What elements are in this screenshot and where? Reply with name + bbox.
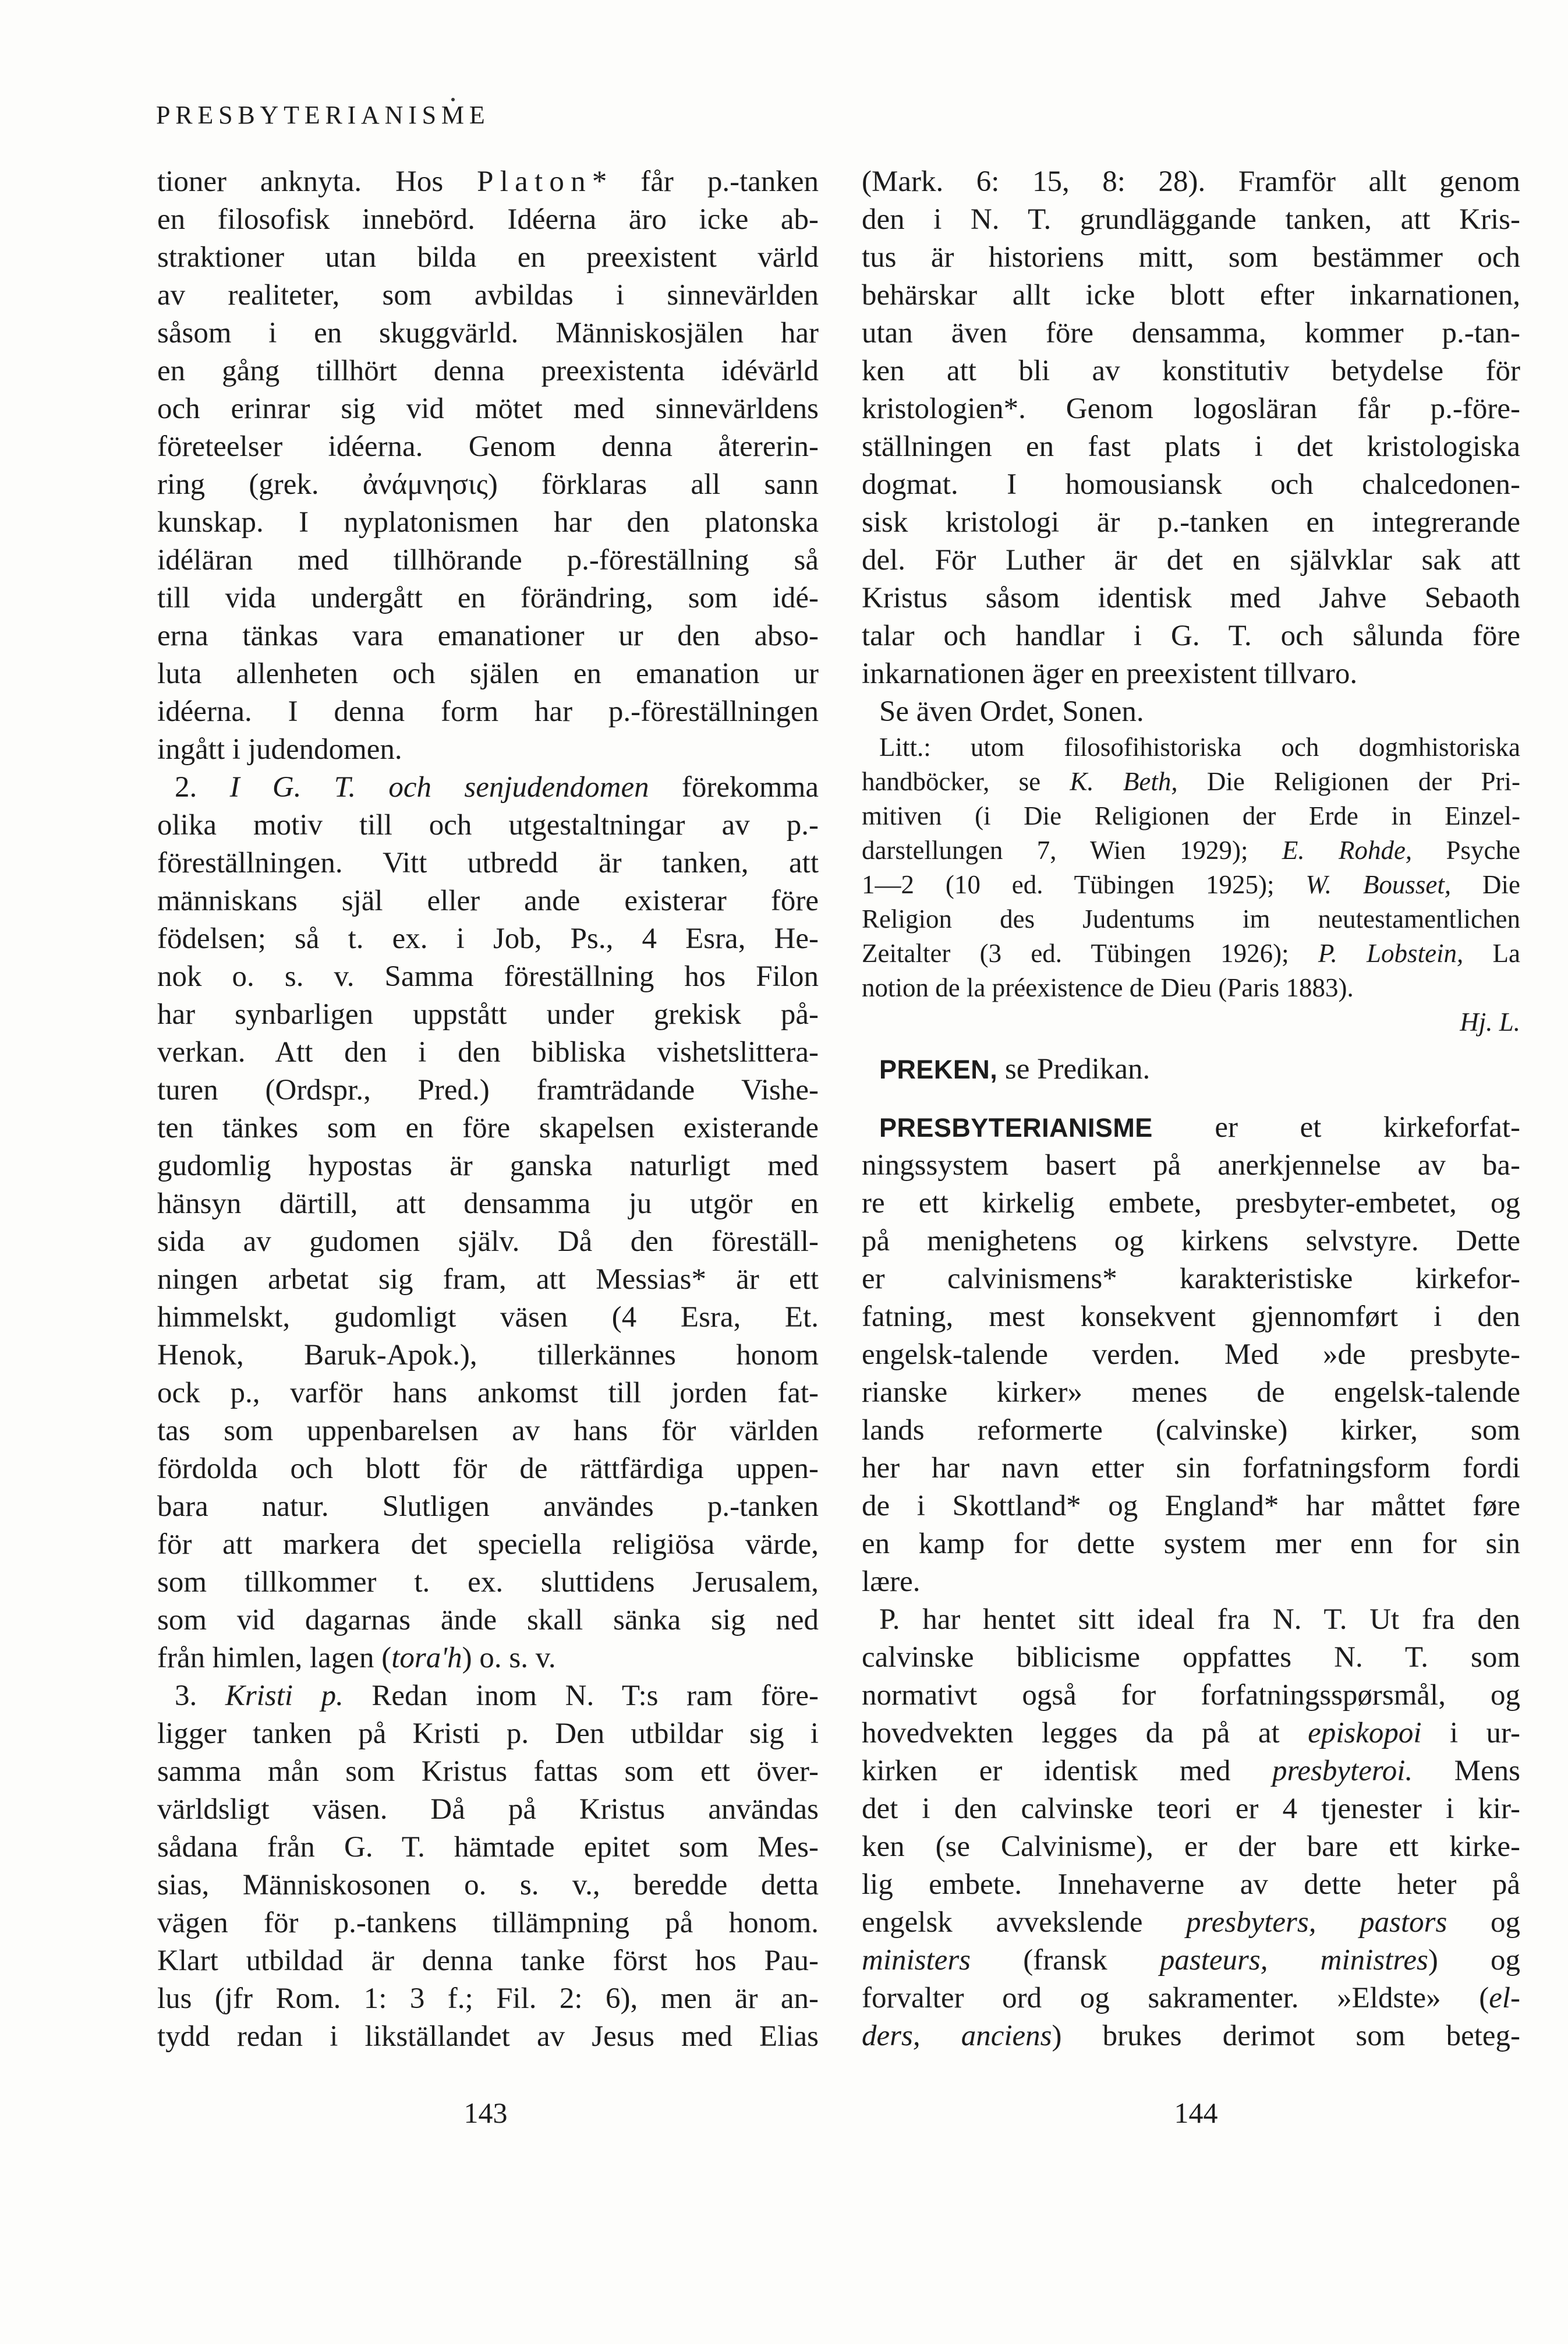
text-line: Litt.: utom filosofihistoriska och dogmhistoriska	[879, 733, 1520, 762]
text-line: föreställningen. Vitt utbredd är tanken, att	[157, 847, 819, 879]
text-run: 1—2 (10 ed. Tübingen 1925);	[862, 870, 1306, 899]
text-line: hänsyn därtill, att densamma ju utgör en	[157, 1187, 819, 1220]
italic-run: ders, anciens	[862, 2020, 1052, 2052]
text-line: erna tänkas vara emanationer ur den abso-	[157, 620, 819, 652]
italic-run: presbyters, pastors	[1186, 1906, 1447, 1939]
text-line: kristologien*. Genom logosläran får p.-före-	[862, 393, 1520, 425]
text-line	[862, 2017, 1520, 2055]
text-line: straktioner utan bilda en preexistent värld	[157, 241, 819, 274]
text-line: världsligt väsen. Då på Kristus användas	[157, 1793, 819, 1826]
running-head: PRESBYTERIANISME	[156, 101, 490, 129]
headword: PREKEN,	[879, 1055, 998, 1084]
text-run: Mens	[1413, 1755, 1520, 1787]
text-run: förekomma	[649, 771, 819, 804]
text-line: gudomlig hypostas är ganska naturligt med	[157, 1150, 819, 1182]
text-line: bara natur. Slutligen användes p.-tanken	[157, 1490, 819, 1523]
text-line: tydd redan i likställandet av Jesus med Elias	[157, 2020, 819, 2053]
text-run: engelsk avvekslende	[862, 1906, 1187, 1939]
italic-run: presbyteroi.	[1272, 1755, 1413, 1787]
right-column-continuation	[862, 163, 1520, 731]
text-line: Se även Ordet, Sonen.	[879, 695, 1144, 728]
text-line: en gång tillhört denna preexistenta idévärld	[157, 355, 819, 387]
text-line: ring (grek. ἀνάμνησις) förklaras all sann	[157, 468, 819, 501]
text-line: re ett kirkelig embete, presbyter-embetet, og	[862, 1187, 1520, 1219]
italic-run: W. Bousset,	[1305, 870, 1452, 899]
text-line: rianske kirker» menes de engelsk-talende	[862, 1376, 1520, 1409]
text-run: Zeitalter (3 ed. Tübingen 1926);	[862, 939, 1318, 968]
text-line	[862, 1942, 1520, 1979]
text-line: P. har hentet sitt ideal fra N. T. Ut fra den	[879, 1603, 1520, 1636]
text-line: luta allenheten och själen en emanation ur	[157, 657, 819, 690]
text-line: inkarnationen äger en preexistent tillvaro.	[862, 657, 1358, 690]
text-line: ningen arbetat sig fram, att Messias* är ett	[157, 1263, 819, 1296]
text-line	[862, 1752, 1520, 1790]
text-run: se Predikan.	[997, 1053, 1151, 1086]
paragraph	[862, 730, 1520, 1005]
text-line: lære.	[862, 1565, 921, 1598]
text-run: kirken er identisk med	[862, 1755, 1272, 1787]
text-run: 3.	[175, 1680, 225, 1712]
text-run: darstellungen 7, Wien 1929);	[862, 836, 1282, 865]
text-line: sådana från G. T. hämtade epitet som Mes-	[157, 1831, 819, 1864]
text-line: som tillkommer t. ex. sluttidens Jerusalem,	[157, 1566, 819, 1599]
text-line	[862, 833, 1520, 868]
text-line	[862, 1109, 1520, 1147]
text-line: ken (se Calvinisme), er der bare ett kirke-	[862, 1830, 1520, 1863]
spaced-name: Platon	[477, 165, 592, 198]
text-line: sias, Människosonen o. s. v., beredde detta	[157, 1869, 819, 1901]
text-line: verkan. Att den i den bibliska vishetslittera-	[157, 1036, 819, 1069]
author-signature: Hj. L.	[1460, 1007, 1520, 1037]
text-run: (fransk	[971, 1944, 1160, 1977]
text-run: La	[1463, 939, 1520, 968]
text-run: hovedvekten legges da på at	[862, 1717, 1308, 1749]
text-line: den i N. T. grundläggande tanken, att Kris-	[862, 203, 1520, 236]
text-line: behärskar allt icke blott efter inkarnationen,	[862, 279, 1520, 312]
text-line	[862, 1714, 1520, 1752]
text-run: * får p.-tanken	[592, 165, 819, 198]
italic-run: el-	[1489, 1982, 1520, 2014]
cross-reference-entry	[862, 1051, 1520, 1088]
literature-references	[862, 730, 1520, 1005]
text-line	[157, 1639, 819, 1677]
text-line: människans själ eller ande existerar före	[157, 885, 819, 917]
text-line: calvinske biblicisme oppfattes N. T. som	[862, 1641, 1520, 1674]
text-line: det i den calvinske teori er 4 tjenester i kir-	[862, 1793, 1520, 1825]
text-line: kunskap. I nyplatonismen har den platonska	[157, 506, 819, 539]
text-line: notion de la préexistence de Dieu (Paris 1883).	[862, 973, 1354, 1002]
headword: PRESBYTERIANISME	[879, 1113, 1153, 1143]
text-line: lands reformerte (calvinske) kirker, som	[862, 1414, 1520, 1447]
text-line: tas som uppenbarelsen av hans för världen	[157, 1415, 819, 1447]
italic-run: episkopoi	[1308, 1717, 1422, 1749]
text-run: 2.	[175, 771, 230, 804]
text-run: Redan inom N. T:s ram före-	[343, 1680, 819, 1712]
text-run: tioner anknyta. Hos	[157, 165, 477, 198]
text-line: nok o. s. v. Samma föreställning hos Filon	[157, 960, 819, 993]
paragraph	[157, 769, 819, 1677]
text-line: idéerna. I denna form har p.-föreställningen	[157, 695, 819, 728]
text-line	[862, 1904, 1520, 1942]
page-number-right: 144	[1174, 2096, 1218, 2129]
text-line	[862, 1979, 1520, 2017]
text-line: ningssystem basert på anerkjennelse av ba-	[862, 1149, 1520, 1182]
text-line	[157, 163, 819, 201]
text-line: lus (jfr Rom. 1: 3 f.; Fil. 2: 6), men är an-	[157, 1982, 819, 2015]
text-line: talar och handlar i G. T. och sålunda före	[862, 620, 1520, 652]
text-run: Die	[1451, 870, 1520, 899]
text-run: og	[1447, 1906, 1520, 1939]
text-line: på menighetens og kirkens selvstyre. Dette	[862, 1225, 1520, 1257]
text-line: ingått i judendomen.	[157, 733, 402, 766]
text-line: till vida undergått en förändring, som idé-	[157, 582, 819, 614]
text-line: sisk kristologi är p.-tanken en integrerande	[862, 506, 1520, 539]
page-number-left: 143	[463, 2096, 508, 2129]
text-line: himmelskt, gudomligt väsen (4 Esra, Et.	[157, 1301, 819, 1334]
paragraph	[862, 1109, 1520, 1601]
italic-run: Kristi p.	[225, 1680, 344, 1712]
text-line: samma mån som Kristus fattas som ett över-	[157, 1755, 819, 1788]
text-line: ock p., varför hans ankomst till jorden fat-	[157, 1377, 819, 1409]
italic-run: K. Beth,	[1070, 767, 1178, 796]
text-line: ligger tanken på Kristi p. Den utbildar sig i	[157, 1717, 819, 1750]
text-line: Kristus såsom identisk med Jahve Sebaoth	[862, 582, 1520, 614]
text-line	[862, 868, 1520, 902]
text-run: Psyche	[1412, 836, 1520, 865]
paragraph	[157, 1677, 819, 2056]
italic-run: P. Lobstein,	[1318, 939, 1464, 968]
text-line: tus är historiens mitt, som bestämmer och	[862, 241, 1520, 274]
dictionary-entry-presbyterianisme	[862, 1109, 1520, 2055]
text-line: Klart utbildad är denna tanke först hos Pau-	[157, 1945, 819, 1977]
text-line: en filosofisk innebörd. Idéerna äro icke ab-	[157, 203, 819, 236]
text-run: er et kirkeforfat-	[1152, 1111, 1520, 1144]
text-line: dogmat. I homousiansk och chalcedonen-	[862, 468, 1520, 501]
text-run: handböcker, se	[862, 767, 1070, 796]
text-line: vägen för p.-tankens tillämpning på honom.	[157, 1907, 819, 1939]
text-run: ) og	[1428, 1944, 1520, 1977]
text-run: forvalter ord og sakramenter. »Eldste» (	[862, 1982, 1489, 2014]
text-line: ställningen en fast plats i det kristologiska	[862, 430, 1520, 463]
text-line: födelsen; så t. ex. i Job, Ps., 4 Esra, He-	[157, 922, 819, 955]
text-line: en kamp for dette system mer enn for sin	[862, 1528, 1520, 1560]
left-column	[157, 163, 819, 2056]
text-line: er calvinismens* karakteristiske kirkefor-	[862, 1263, 1520, 1295]
text-run: ) o. s. v.	[462, 1642, 556, 1674]
paragraph	[862, 1051, 1520, 1088]
italic-run: E. Rohde,	[1282, 836, 1413, 865]
text-line: ken att bli av konstitutiv betydelse för	[862, 355, 1520, 387]
text-line: företeelser idéerna. Genom denna återerin-	[157, 430, 819, 463]
text-line: som vid dagarnas ände skall sänka sig ned	[157, 1604, 819, 1636]
text-line: fatning, mest konsekvent gjennomført i den	[862, 1300, 1520, 1333]
text-line: turen (Ordspr., Pred.) framträdande Vishe-	[157, 1074, 819, 1106]
italic-run: pasteurs, ministres	[1159, 1944, 1428, 1977]
text-line: och erinrar sig vid mötet med sinnevärldens	[157, 393, 819, 425]
paragraph	[862, 163, 1520, 693]
text-line: idéläran med tillhörande p.-föreställning så	[157, 544, 819, 577]
paragraph	[862, 1601, 1520, 2055]
text-line: har synbarligen uppstått under grekisk på-	[157, 998, 819, 1031]
text-run: i ur-	[1421, 1717, 1520, 1749]
text-line: lig embete. Innehaverne av dette heter på	[862, 1868, 1520, 1901]
italic-run: I G. T. och senjudendomen	[229, 771, 649, 804]
italic-run: ministers	[862, 1944, 971, 1977]
text-line: engelsk-talende verden. Med »de presbyte-	[862, 1338, 1520, 1371]
text-line: mitiven (i Die Religionen der Erde in Einzel-	[862, 801, 1520, 830]
text-run: Die Religionen der Pri-	[1177, 767, 1520, 796]
text-line: Religion des Judentums im neutestamentlichen	[862, 904, 1520, 934]
text-line: (Mark. 6: 15, 8: 28). Framför allt genom	[862, 165, 1520, 198]
text-line: ten tänkes som en före skapelsen existerande	[157, 1112, 819, 1144]
text-line: såsom i en skuggvärld. Människosjälen har	[157, 317, 819, 349]
paragraph	[862, 693, 1520, 731]
text-line: sida av gudomen själv. Då den föreställ-	[157, 1225, 819, 1258]
text-line	[157, 1677, 819, 1715]
text-line: her har navn etter sin forfatningsform fordi	[862, 1452, 1520, 1484]
text-line	[862, 1051, 1520, 1088]
text-line	[862, 936, 1520, 971]
text-line: del. För Luther är det en självklar sak att	[862, 544, 1520, 577]
text-line	[862, 765, 1520, 799]
text-line	[157, 769, 819, 807]
text-line: fördolda och blott för de rättfärdiga uppen-	[157, 1452, 819, 1485]
text-run: ) brukes derimot som beteg-	[1052, 2020, 1520, 2052]
paragraph	[157, 163, 819, 769]
text-line: av realiteter, som avbildas i sinnevärlden	[157, 279, 819, 312]
text-line: normativt også for forfatningsspørsmål, og	[862, 1679, 1520, 1712]
text-line: Henok, Baruk-Apok.), tillerkännes honom	[157, 1339, 819, 1371]
text-run: från himlen, lagen (	[157, 1642, 392, 1674]
text-line: de i Skottland* og England* har måttet føre	[862, 1490, 1520, 1522]
italic-run: toraʹh	[391, 1642, 462, 1674]
text-line: för att markera det speciella religiösa värde,	[157, 1528, 819, 1561]
text-line: utan även före densamma, kommer p.-tan-	[862, 317, 1520, 349]
text-line: olika motiv till och utgestaltningar av p.-	[157, 809, 819, 842]
